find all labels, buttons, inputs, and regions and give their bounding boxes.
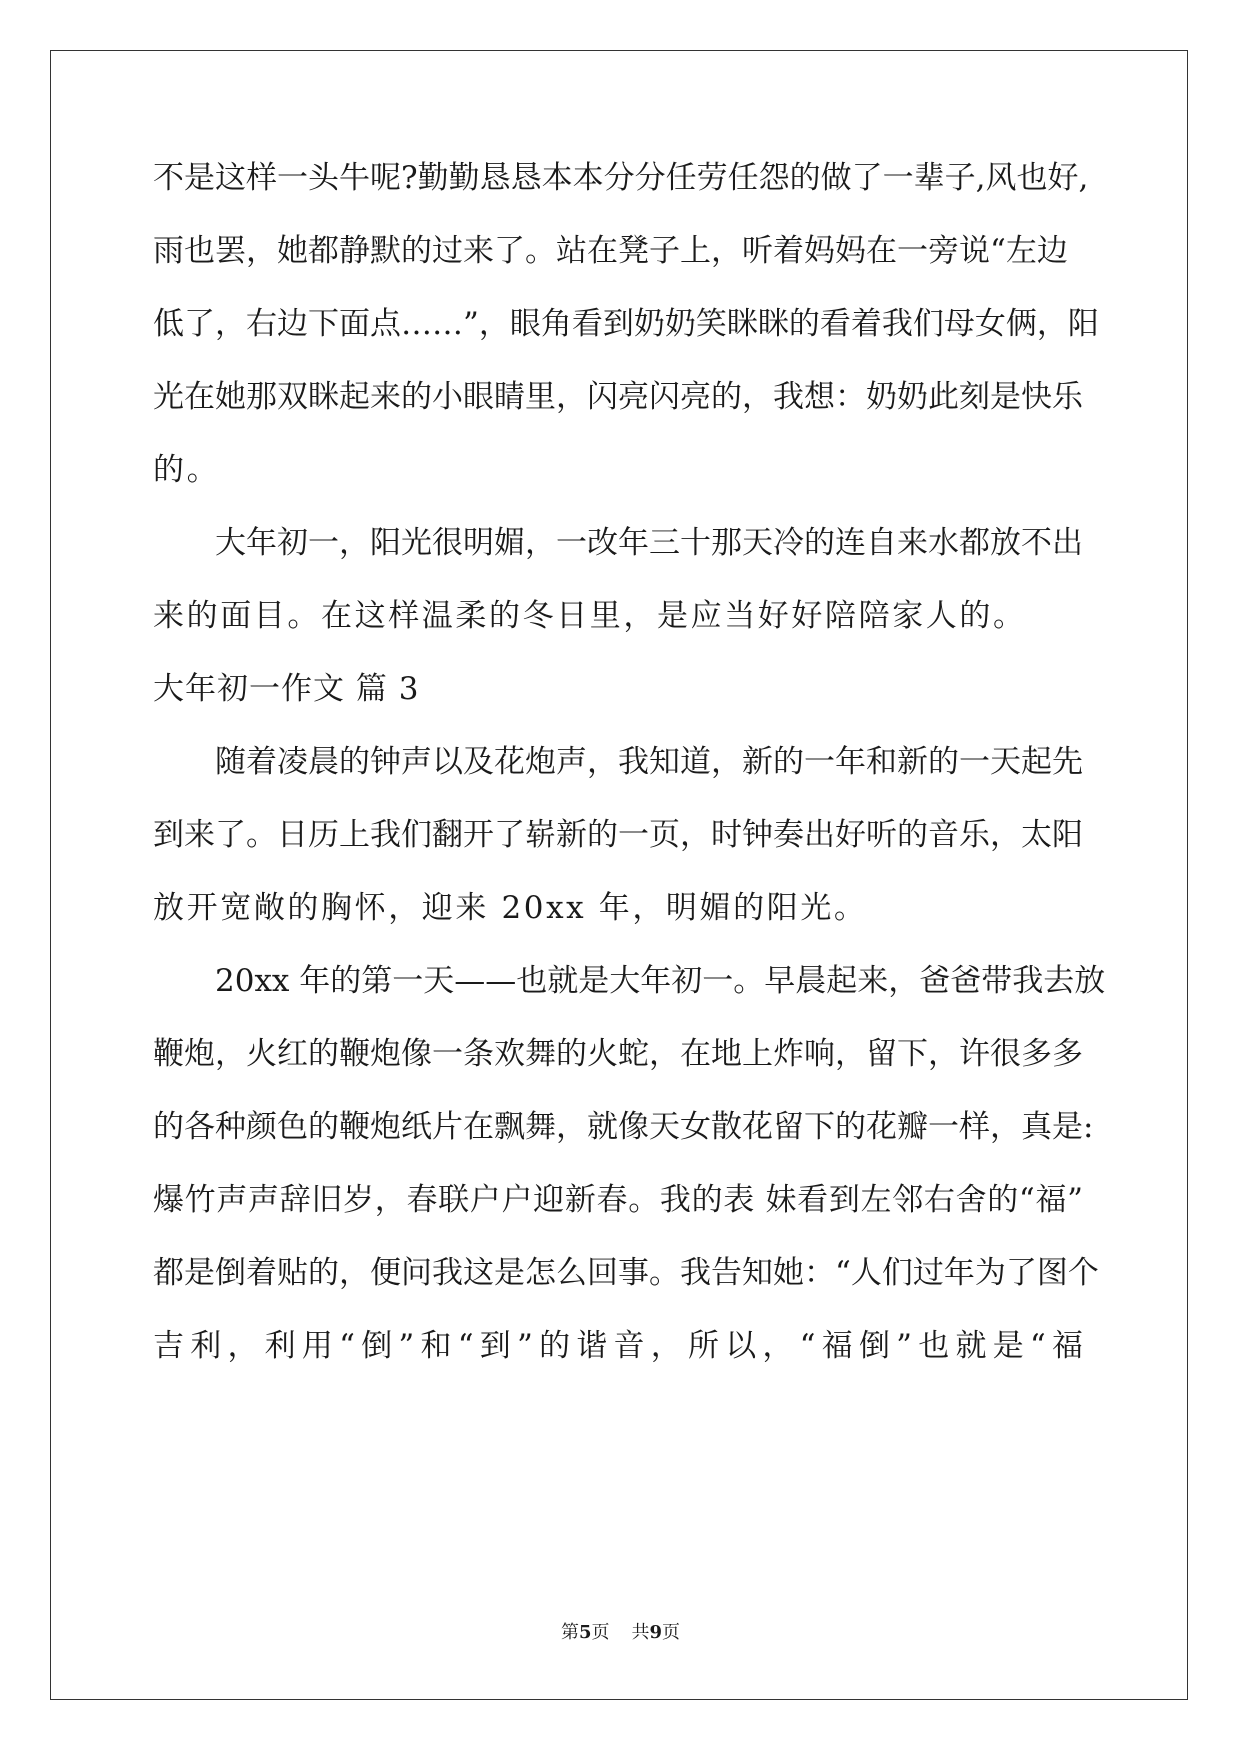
current-page-number: 5 xyxy=(578,1622,592,1643)
section-heading: 大年初一作文 篇 3 xyxy=(153,671,420,707)
text-line: 的。 xyxy=(153,452,221,488)
total-prefix: 共 xyxy=(631,1622,650,1643)
text-line: 光在她那双眯起来的小眼睛里，闪亮闪亮的，我想：奶奶此刻是快乐 xyxy=(153,379,1083,415)
text-line: 鞭炮，火红的鞭炮像一条欢舞的火蛇，在地上炸响，留下，许很多多 xyxy=(153,1036,1083,1072)
text-line: 20xx 年的第一天——也就是大年初一。早晨起来，爸爸带我去放 xyxy=(215,963,1106,999)
page-footer xyxy=(0,1618,1241,1644)
text-line: 放开宽敞的胸怀，迎来 20xx 年，明媚的阳光。 xyxy=(153,890,868,926)
total-page-count: 9 xyxy=(649,1622,663,1643)
total-unit: 页 xyxy=(662,1622,681,1643)
text-line: 来的面目。在这样温柔的冬日里，是应当好好陪陪家人的。 xyxy=(153,598,1027,634)
text-line: 都是倒着贴的，便问我这是怎么回事。我告知她：“人们过年为了图个 xyxy=(153,1255,1099,1291)
text-line: 到来了。日历上我们翻开了崭新的一页，时钟奏出好听的音乐，太阳 xyxy=(153,817,1083,853)
page-prefix: 第 xyxy=(560,1622,579,1643)
text-line: 不是这样一头牛呢?勤勤恳恳本本分分任劳任怨的做了一辈子,风也好, xyxy=(153,160,1089,196)
text-line: 的各种颜色的鞭炮纸片在飘舞，就像天女散花留下的花瓣一样，真是: xyxy=(153,1109,1094,1145)
page-border xyxy=(50,50,1188,1700)
text-line: 雨也罢，她都静默的过来了。站在凳子上，听着妈妈在一旁说“左边 xyxy=(153,233,1068,269)
text-line: 大年初一，阳光很明媚，一改年三十那天冷的连自来水都放不出 xyxy=(215,525,1083,561)
text-line: 随着凌晨的钟声以及花炮声，我知道，新的一年和新的一天起先 xyxy=(215,744,1083,780)
text-line: 爆竹声声辞旧岁，春联户户迎新春。我的表 妹看到左邻右舍的“福” xyxy=(153,1182,1083,1218)
text-line: 吉利，利用“倒”和“到”的谐音，所以，“福倒”也就是“福 xyxy=(153,1328,1083,1364)
text-line: 低了，右边下面点……”，眼角看到奶奶笑眯眯的看着我们母女俩，阳 xyxy=(153,306,1099,342)
page-unit: 页 xyxy=(591,1622,610,1643)
